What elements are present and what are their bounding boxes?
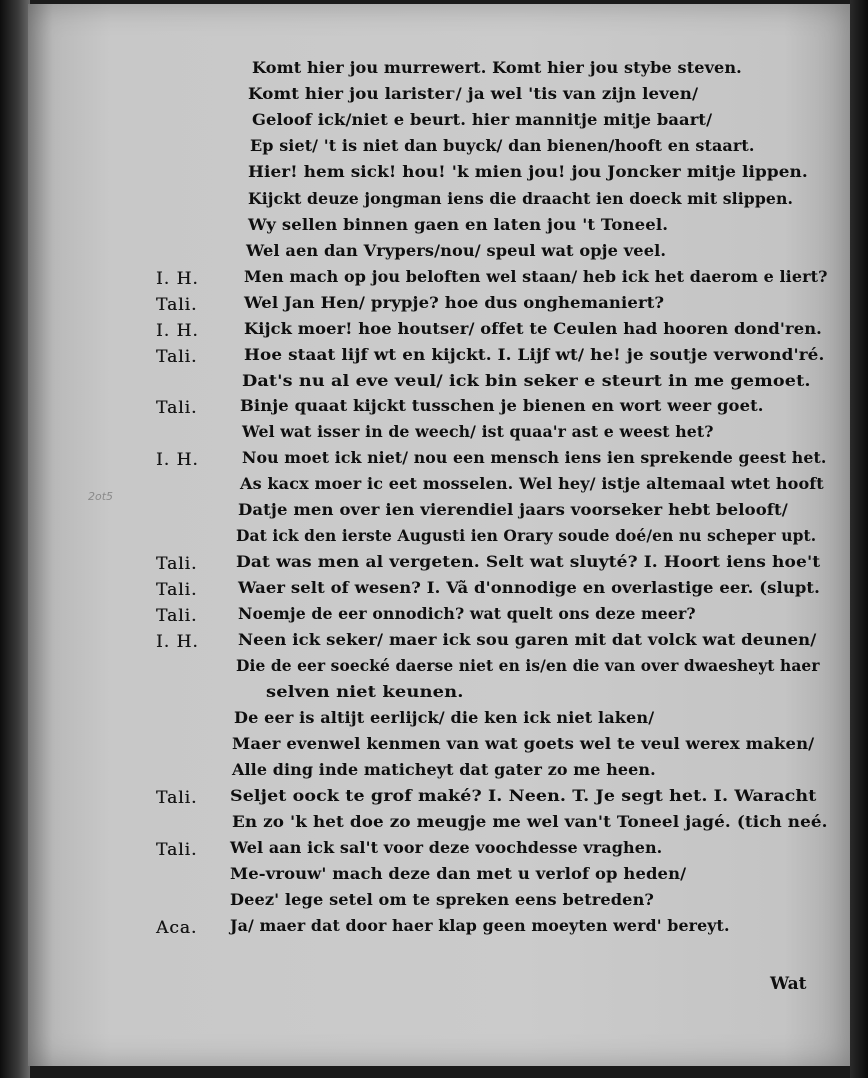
verse-line: Hier! hem sick! hou! 'k mien jou! jou Joncker mitje lippen. bbox=[248, 162, 808, 181]
verse-line: Geloof ick/niet e beurt. hier mannitje mitje baart/ bbox=[252, 110, 713, 129]
speaker-label: Aca. bbox=[156, 918, 198, 938]
verse-line: Binje quaat kijckt tusschen je bienen en wort weer goet. bbox=[240, 396, 764, 415]
speaker-label: I. H. bbox=[156, 269, 199, 289]
verse-line: Alle ding inde matichеyt dat gater zo me heen. bbox=[232, 760, 656, 779]
speaker-label: I. H. bbox=[156, 450, 199, 470]
verse-line: Maer evenwel kenmen van wat goets wel te veul werex maken/ bbox=[232, 734, 815, 753]
verse-line: De eer is altijt eerlijck/ die ken ick niet laken/ bbox=[234, 708, 655, 727]
verse-line: Nou moet ick niet/ nou een mensch iens ien sprekende geest het. bbox=[242, 448, 827, 467]
verse-line: Seljet oock te grof maké? I. Neen. T. Je segt het. I. Waracht bbox=[230, 786, 817, 805]
speaker-label: Tali. bbox=[156, 606, 198, 626]
speaker-label: Tali. bbox=[156, 295, 198, 315]
catchword: Wat bbox=[770, 974, 807, 994]
verse-line: Komt hier jou laristег/ ja wel 'tis van zijn leven/ bbox=[248, 84, 699, 103]
verse-line: Dat was men al vergeten. Selt wat sluyté? I. Hoort iens hoe't bbox=[236, 552, 821, 571]
verse-line: Wel Jan Hen/ prypje? hoe dus onghemaniert? bbox=[244, 293, 665, 312]
margin-note: 2ot5 bbox=[88, 490, 114, 503]
verse-line: Ep siet/ 't is niet dan buyck/ dan bienen/hooft en staart. bbox=[250, 136, 755, 155]
speaker-label: Tali. bbox=[156, 347, 198, 367]
verse-line: Me-vrouw' mach deze dan met u verlof op heden/ bbox=[230, 864, 687, 883]
verse-line: En zo 'k het doe zo meugje me wel van't Toneel jagé. (tich neé. bbox=[232, 812, 828, 831]
verse-line: Ja/ maer dat door haer klap geen moeyten werd' bereyt. bbox=[230, 916, 730, 935]
speaker-label: I. H. bbox=[156, 321, 199, 341]
verse-line: Wy sellen binnen gaen en laten jou 't Tonеel. bbox=[248, 215, 669, 234]
verse-line: Kijck moer! hoe houtser/ offet te Ceulen had hooren dond'ren. bbox=[244, 319, 822, 338]
verse-line: Kijckt deuze jongman iens die draacht ien doeck mit slippen. bbox=[248, 189, 794, 208]
speaker-label: I. H. bbox=[156, 632, 199, 652]
verse-line: Komt hier jou murrewert. Komt hier jou stybe steven. bbox=[252, 58, 742, 77]
speaker-label: Tali. bbox=[156, 840, 198, 860]
verse-line: Wel aan ick sal't voor deze voochdesse vraghen. bbox=[230, 838, 663, 857]
verse-line: selven niet keunen. bbox=[266, 682, 464, 701]
verse-line: Dat ick den ierste Augusti ien Orary soude doé/en nu scheper upt. bbox=[236, 526, 817, 545]
speaker-label: Tali. bbox=[156, 398, 198, 418]
verse-line: Men mach op jou beloften wel staan/ heb ick het daerom e liert? bbox=[244, 267, 828, 286]
book-binding bbox=[0, 0, 30, 1078]
speaker-label: Tali. bbox=[156, 788, 198, 808]
verse-line: Wel wat isser in de weech/ ist quaa'r ast e weest het? bbox=[242, 422, 714, 441]
verse-line: Hoe staat lijf wt en kijckt. I. Lijf wt/ he! je soutje verwond'ré. bbox=[244, 345, 825, 364]
verse-line: Dat's nu al eve veul/ ick bin seker e steurt in me gemoet. bbox=[242, 371, 811, 390]
page-edge-shadow bbox=[850, 0, 868, 1078]
verse-line: As kacx moer ic eet mosselen. Wel hey/ istje altemaal wtet hooft bbox=[240, 474, 824, 493]
verse-line: Wel aen dan Vrypers/nou/ speul wat opje veel. bbox=[246, 241, 667, 260]
verse-line: Noemje de eer onnodich? wat quelt ons deze meer? bbox=[238, 604, 696, 623]
verse-line: Die de eer soecké daerse niet en is/en die van over dwaesheyt haer bbox=[236, 656, 820, 675]
verse-line: Waer selt of wesen? I. Vã d'onnodige en overlastige eer. (slupt. bbox=[238, 578, 820, 597]
verse-line: Neen ick seker/ maer ick sou garen mit dat volck wat deunen/ bbox=[238, 630, 817, 649]
speaker-label: Tali. bbox=[156, 554, 198, 574]
verse-line: Datje men over ien vierendiel jaars voorseker hebt belooft/ bbox=[238, 500, 788, 519]
verse-line: Deez' lege setel om te spreken eens betreden? bbox=[230, 890, 654, 909]
speaker-label: Tali. bbox=[156, 580, 198, 600]
